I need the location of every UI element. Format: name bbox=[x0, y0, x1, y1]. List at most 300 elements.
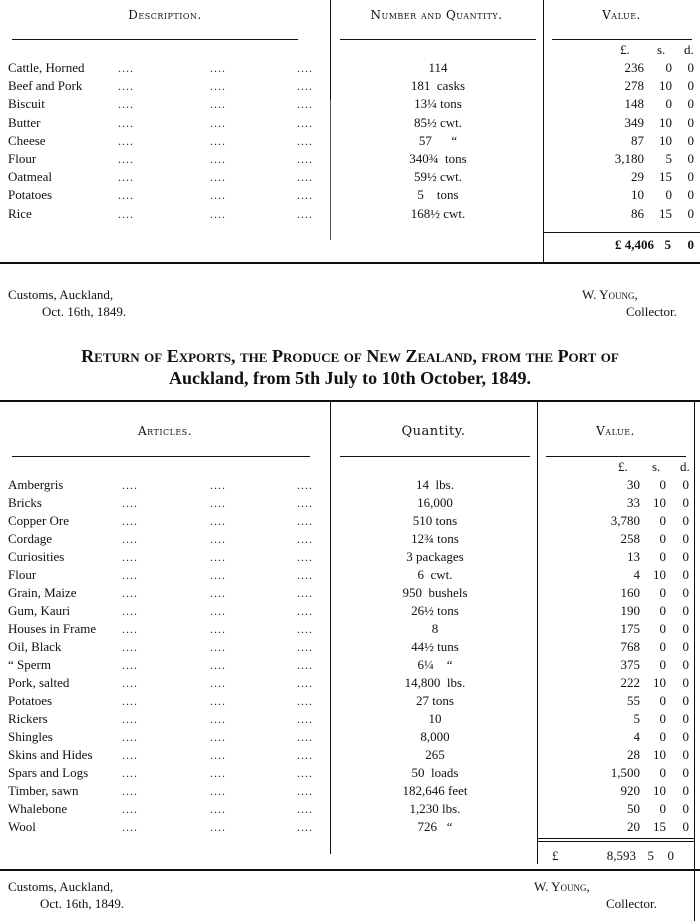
leader-dots: .... bbox=[118, 133, 134, 148]
row-shillings: 10 bbox=[659, 78, 672, 94]
imports-footer-place: Customs, Auckland, bbox=[8, 287, 114, 302]
imports-footer-date: Oct. 16th, 1849. bbox=[42, 304, 127, 319]
row-pence: 0 bbox=[682, 477, 689, 492]
row-shillings: 0 bbox=[659, 477, 666, 492]
leader-dots: .... bbox=[122, 802, 138, 816]
leader-dots: .... bbox=[297, 640, 313, 654]
imports-total-pence: 0 bbox=[687, 237, 694, 252]
row-item: Whalebone bbox=[8, 801, 68, 816]
row-quantity: 265 bbox=[425, 747, 445, 762]
leader-dots: .... bbox=[122, 712, 138, 726]
row-shillings: 0 bbox=[659, 693, 666, 708]
row-pence: 0 bbox=[687, 169, 694, 185]
row-pence: 0 bbox=[682, 729, 689, 744]
table-row bbox=[0, 818, 700, 836]
row-shillings: 0 bbox=[659, 729, 666, 744]
leader-dots: .... bbox=[118, 152, 134, 166]
exports-total-row bbox=[0, 847, 700, 865]
row-shillings: 0 bbox=[659, 585, 666, 600]
row-item: Oatmeal bbox=[8, 169, 53, 185]
imports-header-quantity: Number and Quantity. bbox=[370, 8, 503, 22]
leader-dots: .... bbox=[122, 694, 138, 708]
leader-dots: .... bbox=[297, 658, 313, 672]
row-item: Curiosities bbox=[8, 549, 65, 564]
leader-dots: .... bbox=[297, 188, 313, 203]
leader-dots: .... bbox=[122, 784, 138, 798]
row-shillings: 0 bbox=[659, 549, 666, 564]
table-row bbox=[0, 150, 700, 168]
row-shillings: 0 bbox=[665, 60, 672, 75]
row-shillings: 0 bbox=[659, 711, 666, 726]
leader-dots: .... bbox=[122, 730, 138, 744]
table-row bbox=[0, 205, 700, 223]
total-rule bbox=[537, 841, 694, 842]
row-item: Butter bbox=[8, 114, 41, 130]
exports-units-row bbox=[0, 458, 700, 476]
row-quantity: 44½ tuns bbox=[411, 639, 459, 654]
row-item: Potatoes bbox=[8, 187, 53, 203]
leader-dots: .... bbox=[210, 622, 226, 636]
leader-dots: .... bbox=[210, 784, 226, 798]
imports-total-shillings: 5 bbox=[664, 237, 671, 252]
row-pounds: 4 bbox=[633, 729, 640, 744]
table-row bbox=[0, 530, 700, 548]
header-rule bbox=[552, 39, 692, 40]
row-pence: 0 bbox=[682, 513, 689, 528]
table-row bbox=[0, 782, 700, 800]
row-item: Cattle, Horned bbox=[8, 60, 85, 75]
unit-shillings: s. bbox=[657, 42, 666, 57]
section-rule bbox=[0, 262, 700, 264]
row-quantity: 1,230 lbs. bbox=[409, 801, 461, 816]
leader-dots: .... bbox=[122, 550, 138, 564]
row-pence: 0 bbox=[682, 495, 689, 510]
row-pence: 0 bbox=[687, 205, 694, 221]
row-pounds: 148 bbox=[624, 96, 644, 112]
row-pence: 0 bbox=[682, 585, 689, 600]
row-pounds: 33 bbox=[627, 495, 640, 510]
row-pounds: 375 bbox=[620, 657, 640, 672]
total-rule bbox=[537, 838, 694, 839]
row-pounds: 4 bbox=[633, 567, 640, 582]
row-shillings: 0 bbox=[659, 531, 666, 546]
table-row bbox=[0, 692, 700, 710]
leader-dots: .... bbox=[210, 478, 226, 492]
table-row bbox=[0, 710, 700, 728]
row-quantity: 26½ tons bbox=[411, 603, 459, 618]
row-quantity: 57 “ bbox=[418, 132, 458, 148]
table-row bbox=[0, 674, 700, 692]
row-pence: 0 bbox=[682, 765, 689, 780]
table-row bbox=[0, 114, 700, 132]
leader-dots: .... bbox=[297, 170, 313, 185]
row-pence: 0 bbox=[682, 567, 689, 582]
leader-dots: .... bbox=[297, 694, 313, 708]
row-quantity: 12¾ tons bbox=[411, 531, 459, 546]
row-pounds: 222 bbox=[620, 675, 640, 690]
row-item: Cheese bbox=[8, 132, 46, 148]
leader-dots: .... bbox=[210, 97, 226, 112]
leader-dots: .... bbox=[297, 97, 313, 112]
row-quantity: 950 bushels bbox=[402, 585, 468, 600]
leader-dots: .... bbox=[210, 604, 226, 618]
leader-dots: .... bbox=[122, 676, 138, 690]
header-rule bbox=[340, 456, 530, 457]
leader-dots: .... bbox=[297, 514, 313, 528]
row-pounds: 258 bbox=[620, 531, 640, 546]
row-pence: 0 bbox=[682, 657, 689, 672]
row-pounds: 160 bbox=[620, 585, 640, 600]
row-pence: 0 bbox=[682, 639, 689, 654]
row-item: Spars and Logs bbox=[8, 765, 89, 780]
row-pounds: 3,780 bbox=[610, 513, 640, 528]
row-pence: 0 bbox=[682, 675, 689, 690]
row-pounds: 349 bbox=[624, 114, 644, 130]
row-quantity: 6¼ “ bbox=[417, 657, 453, 672]
unit-pounds: £. bbox=[618, 459, 628, 474]
exports-footer-place: Customs, Auckland, bbox=[8, 879, 114, 894]
exports-total-sign: £ bbox=[552, 848, 559, 863]
exports-total-shillings: 5 bbox=[647, 848, 654, 863]
row-pounds: 55 bbox=[627, 693, 640, 708]
row-pounds: 87 bbox=[631, 132, 644, 148]
row-quantity: 182,646 feet bbox=[402, 783, 468, 798]
row-shillings: 5 bbox=[665, 151, 672, 166]
leader-dots: .... bbox=[210, 820, 226, 834]
row-quantity: 16,000 bbox=[417, 495, 453, 510]
leader-dots: .... bbox=[210, 133, 226, 148]
leader-dots: .... bbox=[297, 766, 313, 780]
leader-dots: .... bbox=[210, 766, 226, 780]
table-row bbox=[0, 638, 700, 656]
row-pounds: 30 bbox=[627, 477, 640, 492]
row-pence: 0 bbox=[682, 819, 689, 834]
section-rule bbox=[0, 869, 700, 871]
leader-dots: .... bbox=[210, 61, 226, 75]
row-quantity: 510 tons bbox=[412, 513, 458, 528]
row-shillings: 15 bbox=[659, 205, 672, 221]
row-pence: 0 bbox=[682, 621, 689, 636]
leader-dots: .... bbox=[122, 532, 138, 546]
table-row bbox=[0, 656, 700, 674]
exports-header-value: Value. bbox=[596, 424, 635, 438]
row-quantity: 59½ cwt. bbox=[413, 169, 463, 185]
row-shillings: 15 bbox=[653, 819, 666, 834]
leader-dots: .... bbox=[210, 206, 226, 221]
leader-dots: .... bbox=[297, 550, 313, 564]
row-pence: 0 bbox=[682, 783, 689, 798]
row-shillings: 10 bbox=[653, 747, 666, 762]
row-quantity: 5 tons bbox=[417, 187, 459, 203]
leader-dots: .... bbox=[210, 712, 226, 726]
leader-dots: .... bbox=[122, 568, 138, 582]
row-quantity: 13¼ tons bbox=[414, 96, 462, 112]
row-quantity: 27 tons bbox=[416, 693, 454, 708]
header-rule bbox=[12, 39, 298, 40]
row-quantity: 14,800 lbs. bbox=[404, 675, 466, 690]
row-item: Grain, Maize bbox=[8, 585, 77, 600]
leader-dots: .... bbox=[210, 676, 226, 690]
unit-pounds: £. bbox=[620, 42, 630, 57]
table-row bbox=[0, 476, 700, 494]
row-shillings: 10 bbox=[653, 675, 666, 690]
row-quantity: 181 casks bbox=[410, 78, 466, 94]
row-quantity: 85½ cwt. bbox=[413, 114, 463, 130]
leader-dots: .... bbox=[118, 170, 134, 185]
exports-header-articles: Articles. bbox=[137, 424, 193, 438]
leader-dots: .... bbox=[210, 748, 226, 762]
exports-footer-title: Collector. bbox=[606, 896, 657, 911]
row-pounds: 768 bbox=[620, 639, 640, 654]
row-shillings: 10 bbox=[653, 783, 666, 798]
row-shillings: 10 bbox=[653, 567, 666, 582]
row-pence: 0 bbox=[682, 711, 689, 726]
leader-dots: .... bbox=[210, 586, 226, 600]
row-pence: 0 bbox=[682, 603, 689, 618]
row-pence: 0 bbox=[682, 693, 689, 708]
exports-title-line2: Auckland, from 5th July to 10th October, 1849. bbox=[168, 368, 532, 388]
row-quantity: 3 packages bbox=[406, 549, 464, 564]
row-pounds: 1,500 bbox=[610, 765, 640, 780]
row-item: Copper Ore bbox=[8, 513, 70, 528]
row-shillings: 0 bbox=[659, 639, 666, 654]
imports-header-value: Value. bbox=[602, 8, 641, 22]
leader-dots: .... bbox=[210, 658, 226, 672]
table-row bbox=[0, 95, 700, 113]
leader-dots: .... bbox=[297, 478, 313, 492]
leader-dots: .... bbox=[297, 133, 313, 148]
row-pence: 0 bbox=[682, 801, 689, 816]
row-item: Gum, Kauri bbox=[8, 603, 71, 618]
row-shillings: 10 bbox=[653, 495, 666, 510]
table-row bbox=[0, 512, 700, 530]
row-pounds: 278 bbox=[624, 78, 644, 94]
row-shillings: 0 bbox=[659, 603, 666, 618]
leader-dots: .... bbox=[122, 586, 138, 600]
leader-dots: .... bbox=[297, 586, 313, 600]
leader-dots: .... bbox=[297, 676, 313, 690]
leader-dots: .... bbox=[118, 97, 134, 112]
row-item: “ Sperm bbox=[8, 657, 51, 672]
row-quantity: 50 loads bbox=[411, 765, 459, 780]
leader-dots: .... bbox=[297, 152, 313, 166]
row-item: Beef and Pork bbox=[8, 78, 83, 94]
exports-total-pounds: 8,593 bbox=[606, 848, 636, 863]
imports-footer-title: Collector. bbox=[626, 304, 677, 319]
table-row bbox=[0, 132, 700, 150]
unit-shillings: s. bbox=[652, 459, 661, 474]
row-pence: 0 bbox=[687, 132, 694, 148]
leader-dots: .... bbox=[297, 784, 313, 798]
table-row bbox=[0, 168, 700, 186]
row-pounds: 5 bbox=[633, 711, 640, 726]
row-item: Shingles bbox=[8, 729, 53, 744]
row-pence: 0 bbox=[687, 78, 694, 94]
leader-dots: .... bbox=[210, 170, 226, 185]
row-item: Cordage bbox=[8, 531, 53, 546]
unit-pence: d. bbox=[680, 459, 690, 474]
row-pounds: 236 bbox=[624, 60, 644, 75]
row-item: Ambergris bbox=[8, 477, 64, 492]
unit-pence: d. bbox=[684, 42, 694, 57]
leader-dots: .... bbox=[210, 694, 226, 708]
exports-title-line1: Return of Exports, the Produce of New Zealand, from the Port of bbox=[81, 346, 619, 366]
row-pence: 0 bbox=[682, 747, 689, 762]
row-pence: 0 bbox=[687, 114, 694, 130]
row-quantity: 14 lbs. bbox=[416, 477, 454, 492]
row-pounds: 50 bbox=[627, 801, 640, 816]
leader-dots: .... bbox=[297, 748, 313, 762]
row-pounds: 175 bbox=[620, 621, 640, 636]
table-top-rule bbox=[0, 400, 700, 402]
row-shillings: 0 bbox=[659, 657, 666, 672]
leader-dots: .... bbox=[297, 496, 313, 510]
row-quantity: 8 bbox=[431, 621, 439, 636]
table-row bbox=[0, 548, 700, 566]
row-pounds: 13 bbox=[627, 549, 640, 564]
exports-header-quantity: Quantity. bbox=[401, 424, 466, 439]
leader-dots: .... bbox=[297, 61, 313, 75]
table-row bbox=[0, 77, 700, 95]
exports-footer-name: W. Young, bbox=[534, 879, 590, 894]
table-row bbox=[0, 800, 700, 818]
imports-footer-name: W. Young, bbox=[582, 287, 638, 302]
leader-dots: .... bbox=[297, 206, 313, 221]
row-shillings: 0 bbox=[665, 96, 672, 112]
header-rule bbox=[546, 456, 686, 457]
total-rule bbox=[543, 232, 700, 233]
row-pounds: 10 bbox=[631, 187, 644, 203]
row-item: Flour bbox=[8, 151, 37, 166]
row-item: Wool bbox=[8, 819, 36, 834]
leader-dots: .... bbox=[297, 532, 313, 546]
table-row bbox=[0, 59, 700, 77]
table-row bbox=[0, 728, 700, 746]
leader-dots: .... bbox=[210, 79, 226, 94]
row-pounds: 3,180 bbox=[614, 151, 644, 166]
row-quantity: 114 bbox=[428, 60, 448, 75]
exports-footer-date: Oct. 16th, 1849. bbox=[40, 896, 125, 911]
leader-dots: .... bbox=[297, 712, 313, 726]
leader-dots: .... bbox=[118, 188, 134, 203]
leader-dots: .... bbox=[118, 61, 134, 75]
row-item: Pork, salted bbox=[8, 675, 70, 690]
table-row bbox=[0, 566, 700, 584]
row-quantity: 168½ cwt. bbox=[410, 205, 466, 221]
leader-dots: .... bbox=[122, 748, 138, 762]
row-shillings: 15 bbox=[659, 169, 672, 185]
row-pence: 0 bbox=[682, 531, 689, 546]
header-rule bbox=[12, 456, 310, 457]
leader-dots: .... bbox=[122, 622, 138, 636]
leader-dots: .... bbox=[122, 640, 138, 654]
leader-dots: .... bbox=[210, 115, 226, 130]
table-row bbox=[0, 602, 700, 620]
leader-dots: .... bbox=[297, 79, 313, 94]
row-item: Houses in Frame bbox=[8, 621, 97, 636]
row-item: Flour bbox=[8, 567, 37, 582]
row-pounds: 29 bbox=[631, 169, 644, 185]
header-rule bbox=[340, 39, 536, 40]
leader-dots: .... bbox=[210, 640, 226, 654]
leader-dots: .... bbox=[297, 568, 313, 582]
row-item: Skins and Hides bbox=[8, 747, 93, 762]
row-pounds: 920 bbox=[620, 783, 640, 798]
row-quantity: 10 bbox=[428, 711, 442, 726]
leader-dots: .... bbox=[297, 802, 313, 816]
leader-dots: .... bbox=[210, 514, 226, 528]
leader-dots: .... bbox=[118, 206, 134, 221]
row-pence: 0 bbox=[687, 96, 694, 112]
table-row bbox=[0, 746, 700, 764]
table-row bbox=[0, 186, 700, 204]
leader-dots: .... bbox=[297, 115, 313, 130]
leader-dots: .... bbox=[210, 550, 226, 564]
leader-dots: .... bbox=[297, 730, 313, 744]
table-row bbox=[0, 584, 700, 602]
imports-units-row bbox=[0, 41, 700, 59]
leader-dots: .... bbox=[297, 820, 313, 834]
table-row bbox=[0, 620, 700, 638]
leader-dots: .... bbox=[122, 496, 138, 510]
row-item: Rickers bbox=[8, 711, 48, 726]
leader-dots: .... bbox=[297, 604, 313, 618]
leader-dots: .... bbox=[122, 478, 138, 492]
row-item: Oil, Black bbox=[8, 639, 62, 654]
table-row bbox=[0, 764, 700, 782]
leader-dots: .... bbox=[210, 496, 226, 510]
leader-dots: .... bbox=[122, 658, 138, 672]
leader-dots: .... bbox=[210, 568, 226, 582]
row-pence: 0 bbox=[687, 60, 694, 75]
imports-total-pounds: £ 4,406 bbox=[615, 237, 654, 252]
row-item: Biscuit bbox=[8, 96, 45, 112]
leader-dots: .... bbox=[118, 115, 134, 130]
row-shillings: 0 bbox=[659, 765, 666, 780]
row-item: Potatoes bbox=[8, 693, 53, 708]
row-shillings: 0 bbox=[659, 801, 666, 816]
row-item: Timber, sawn bbox=[8, 783, 79, 798]
row-quantity: 8,000 bbox=[420, 729, 450, 744]
leader-dots: .... bbox=[118, 79, 134, 94]
leader-dots: .... bbox=[297, 622, 313, 636]
leader-dots: .... bbox=[122, 820, 138, 834]
row-shillings: 0 bbox=[659, 513, 666, 528]
row-shillings: 10 bbox=[659, 114, 672, 130]
leader-dots: .... bbox=[210, 802, 226, 816]
imports-total-row bbox=[0, 236, 700, 254]
row-shillings: 0 bbox=[665, 187, 672, 203]
row-shillings: 0 bbox=[659, 621, 666, 636]
leader-dots: .... bbox=[122, 604, 138, 618]
exports-total-pence: 0 bbox=[667, 848, 674, 863]
row-quantity: 726 “ bbox=[417, 819, 453, 834]
leader-dots: .... bbox=[210, 188, 226, 203]
imports-header-description: Description. bbox=[128, 8, 202, 22]
row-quantity: 340¾ tons bbox=[409, 151, 467, 166]
row-quantity: 6 cwt. bbox=[417, 567, 453, 582]
row-pounds: 190 bbox=[620, 603, 640, 618]
leader-dots: .... bbox=[122, 514, 138, 528]
row-item: Bricks bbox=[8, 495, 42, 510]
row-shillings: 10 bbox=[659, 132, 672, 148]
row-pounds: 28 bbox=[627, 747, 640, 762]
table-row bbox=[0, 494, 700, 512]
row-pounds: 86 bbox=[631, 205, 644, 221]
row-pence: 0 bbox=[687, 187, 694, 203]
leader-dots: .... bbox=[210, 730, 226, 744]
row-pence: 0 bbox=[682, 549, 689, 564]
